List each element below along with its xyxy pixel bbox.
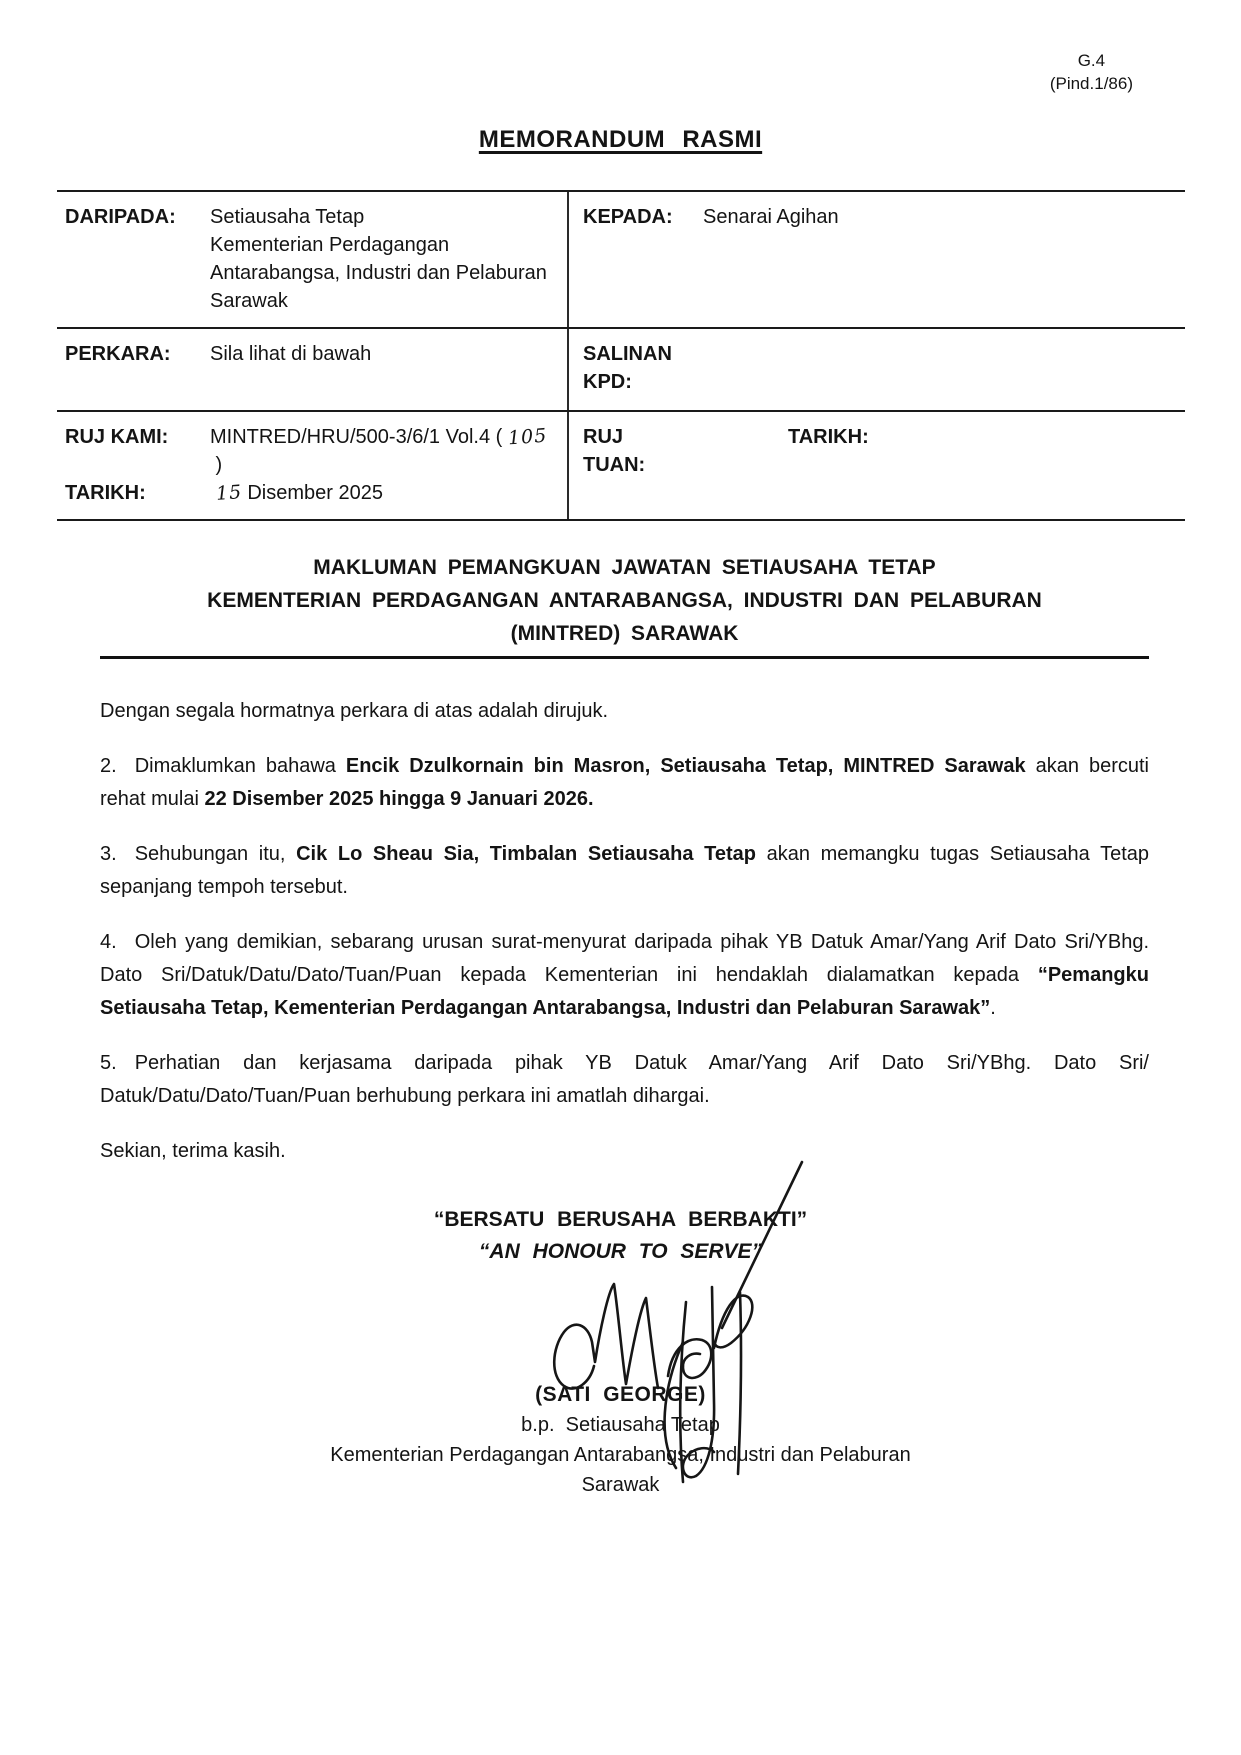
paragraph-number: 4. xyxy=(100,930,117,953)
subject-heading xyxy=(100,551,1149,650)
daripada-line: Antarabangsa, Industri dan Pelaburan xyxy=(210,261,547,284)
subject-line: KEMENTERIAN PERDAGANGAN ANTARABANGSA, INDUSTRI DAN PELABURAN xyxy=(207,588,1042,612)
ruj-kami-value: MINTRED/HRU/500-3/6/1 Vol.4 ( 105 ) xyxy=(210,423,557,479)
subject-underline xyxy=(100,656,1149,659)
paragraph-number: 3. xyxy=(100,842,117,865)
signature-block xyxy=(0,1380,1241,1500)
ruj-tuan-label-line1: RUJ xyxy=(583,425,624,448)
tarikh-handwritten-day: 15 xyxy=(214,480,243,505)
table-row-perkara-salinan xyxy=(57,329,1185,412)
motto-block xyxy=(0,1204,1241,1268)
kepada-value: Senarai Agihan xyxy=(703,205,839,228)
cell-daripada xyxy=(57,192,567,327)
signatory-name: (SATI GEORGE) xyxy=(535,1382,706,1406)
paragraph-2: 2. Dimaklumkan bahawa Encik Dzulkornain bin Masron, Setiausaha Tetap, MINTRED Sarawak akan bercuti rehat mulai 22 Disember 2025 hingga 9 Januari 2026. xyxy=(100,754,1149,810)
table-row-daripada-kepada xyxy=(57,192,1185,329)
cell-salinan-kpd xyxy=(567,329,1185,410)
form-code: G.4 xyxy=(1077,51,1106,70)
paragraph-5: 5. Perhatian dan kerjasama daripada pihak YB Datuk Amar/Yang Arif Dato Sri/YBhg. Dato Sri/ Datuk/Datu/Dato/Tuan/Puan berhubung perkara ini amatlah dihargai. xyxy=(100,1051,1149,1107)
salinan-label-line2: KPD: xyxy=(583,370,632,393)
cell-perkara xyxy=(57,329,567,410)
cell-kepada xyxy=(567,192,1185,327)
tarikh-kami-label: TARIKH: xyxy=(65,481,146,504)
signature-on-behalf: b.p. Setiausaha Tetap xyxy=(521,1413,720,1436)
paragraph-number: 5. xyxy=(100,1051,117,1074)
kepada-label: KEPADA: xyxy=(583,205,673,228)
perkara-label: PERKARA: xyxy=(65,342,171,365)
daripada-label: DARIPADA: xyxy=(65,205,176,228)
form-revision: (Pind.1/86) xyxy=(1049,73,1133,93)
ruj-tuan-label-line2: TUAN: xyxy=(583,453,646,476)
daripada-line: Kementerian Perdagangan xyxy=(210,233,450,256)
salinan-label-line1: SALINAN xyxy=(583,342,672,365)
memo-header-table xyxy=(57,190,1185,521)
cell-ruj-tuan xyxy=(567,412,1185,519)
paragraph-intro: Dengan segala hormatnya perkara di atas adalah dirujuk. xyxy=(100,699,609,722)
tarikh-kami-value: 15 Disember 2025 xyxy=(210,479,557,507)
form-code-block xyxy=(0,0,1241,96)
daripada-line: Setiausaha Tetap xyxy=(210,205,365,228)
motto-line-english: “AN HONOUR TO SERVE” xyxy=(478,1239,763,1263)
paragraph-number: 2. xyxy=(100,754,117,777)
perkara-value: Sila lihat di bawah xyxy=(210,342,372,365)
paragraph-4: 4. Oleh yang demikian, sebarang urusan surat-menyurat daripada pihak YB Datuk Amar/Yang Arif Dato Sri/YBhg. Dato Sri/Datuk/Datu/Dato/Tuan/Puan kepada Kementerian ini hendaklah dialamatkan kepada “Pemangku Setiausaha Tetap, Kementerian Perdagangan Antarabangsa, Industri dan Pelaburan Sarawak”. xyxy=(100,930,1149,1019)
subject-line: MAKLUMAN PEMANGKUAN JAWATAN SETIAUSAHA TETAP xyxy=(313,555,936,579)
paragraph-3: 3. Sehubungan itu, Cik Lo Sheau Sia, Timbalan Setiausaha Tetap akan memangku tugas Setiausaha Tetap sepanjang tempoh tersebut. xyxy=(100,842,1149,898)
motto-line-malay: “BERSATU BERUSAHA BERBAKTI” xyxy=(433,1207,808,1231)
daripada-line: Sarawak xyxy=(210,289,288,312)
page-title: MEMORANDUM RASMI xyxy=(478,125,763,153)
cell-ruj-kami xyxy=(57,412,567,519)
signature-org-line2: Sarawak xyxy=(581,1473,660,1496)
tarikh-tuan-label: TARIKH: xyxy=(788,425,869,448)
ruj-kami-label: RUJ KAMI: xyxy=(65,425,169,448)
subject-line: (MINTRED) SARAWAK xyxy=(510,621,739,645)
ruj-kami-handwritten-number: 105 xyxy=(507,424,548,450)
closing-line: Sekian, terima kasih. xyxy=(100,1139,286,1162)
signature-org-line1: Kementerian Perdagangan Antarabangsa, Industri dan Pelaburan xyxy=(330,1443,911,1466)
table-row-ruj-tarikh xyxy=(57,412,1185,521)
